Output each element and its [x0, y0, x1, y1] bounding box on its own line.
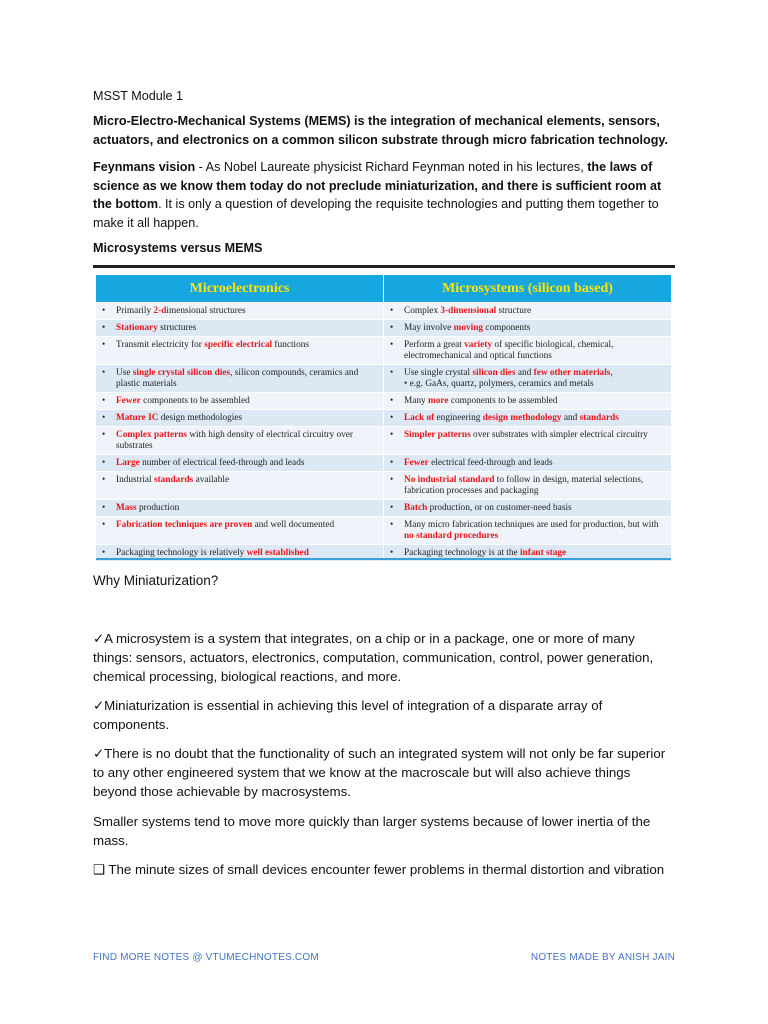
header-microsystems: Microsystems (silicon based)	[442, 281, 613, 296]
feynman-bold: the laws of science as we know them today do not preclude miniaturization, and there is sufficient room at the bottom	[93, 160, 662, 211]
why-miniaturization-heading: Why Miniaturization?	[93, 573, 219, 588]
table-row: • Industrial standards available • No industrial standard to follow in design, material selections, fabrication processes and packaging	[96, 472, 671, 500]
footer-left[interactable]: FIND MORE NOTES @ VTUMECHNOTES.COM	[93, 952, 319, 963]
comparison-table	[96, 275, 671, 562]
table-row: • Mature IC design methodologies • Lack of engineering design methodology and standards	[96, 410, 671, 427]
table-row: • Stationary structures • May involve moving components	[96, 320, 671, 337]
table-row: • Fabrication techniques are proven and well documented • Many micro fabrication techniques are used for production, but with no standard procedures	[96, 517, 671, 545]
table-row: • Mass production • Batch production, or on customer-need basis	[96, 500, 671, 517]
footer-right: NOTES MADE BY ANISH JAIN	[530, 952, 675, 963]
table-row: • Fewer components to be assembled • Many more components to be assembled	[96, 393, 671, 410]
table-header	[96, 275, 671, 303]
paragraph-integration: ✓Miniaturization is essential in achieving this level of integration of a disparate array of components.	[93, 698, 603, 732]
table-row: • Large number of electrical feed-through and leads • Fewer electrical feed-through and leads	[96, 455, 671, 472]
table-row: • Use single crystal silicon dies, silicon compounds, ceramics and plastic materials • Use single crystal silicon dies and few other materials, • e.g. GaAs, quartz, polymers, ceramics and metals	[96, 365, 671, 393]
table-row: • Transmit electricity for specific electrical functions • Perform a great variety of specific biological, chemical, electromechanical and optical functions	[96, 337, 671, 365]
header-microelectronics: Microelectronics	[96, 275, 384, 302]
feynman-text-2: . It is only a question of developing the requisite technologies and putting them together to make it all happen.	[93, 197, 659, 230]
paragraph-inertia: Smaller systems tend to move more quickly than larger systems because of lower inertia of the mass.	[93, 814, 651, 848]
feynman-lead: Feynmans vision	[93, 160, 196, 174]
table-body	[96, 303, 671, 562]
table-row: • Packaging technology is relatively well established • Packaging technology is at the infant stage	[96, 545, 671, 562]
table-bottom-border	[96, 558, 671, 560]
paragraph-thermal: ❑ The minute sizes of small devices encounter fewer problems in thermal distortion and vibration	[93, 862, 665, 877]
section-title: Microsystems versus MEMS	[93, 241, 263, 255]
feynman-paragraph	[93, 158, 675, 232]
paragraph-microsystem: ✓A microsystem is a system that integrates, on a chip or in a package, one or more of many things: sensors, actuators, electronics, computation, communication, control, power generation, chemical processing, biological reactions, and more.	[93, 631, 654, 684]
horizontal-rule	[93, 265, 675, 268]
feynman-text-1: - As Nobel Laureate physicist Richard Feynman noted in his lectures,	[195, 160, 588, 174]
paragraph-functionality: ✓There is no doubt that the functionality of such an integrated system will not only be far superior to any other engineered system that we know at the macroscale but will also achieve things beyond those achievable by macrosystems.	[93, 746, 666, 799]
table-row: • Primarily 2-dimensional structures • Complex 3-dimensional structure	[96, 303, 671, 320]
mems-definition: Micro-Electro-Mechanical Systems (MEMS) is the integration of mechanical elements, sensors, actuators, and electronics on a common silicon substrate through micro fabrication technology.	[93, 114, 668, 147]
table-row: • Complex patterns with high density of electrical circuitry over substrates • Simpler patterns over substrates with simpler electrical circuitry	[96, 427, 671, 455]
page-heading: MSST Module 1	[93, 89, 184, 103]
